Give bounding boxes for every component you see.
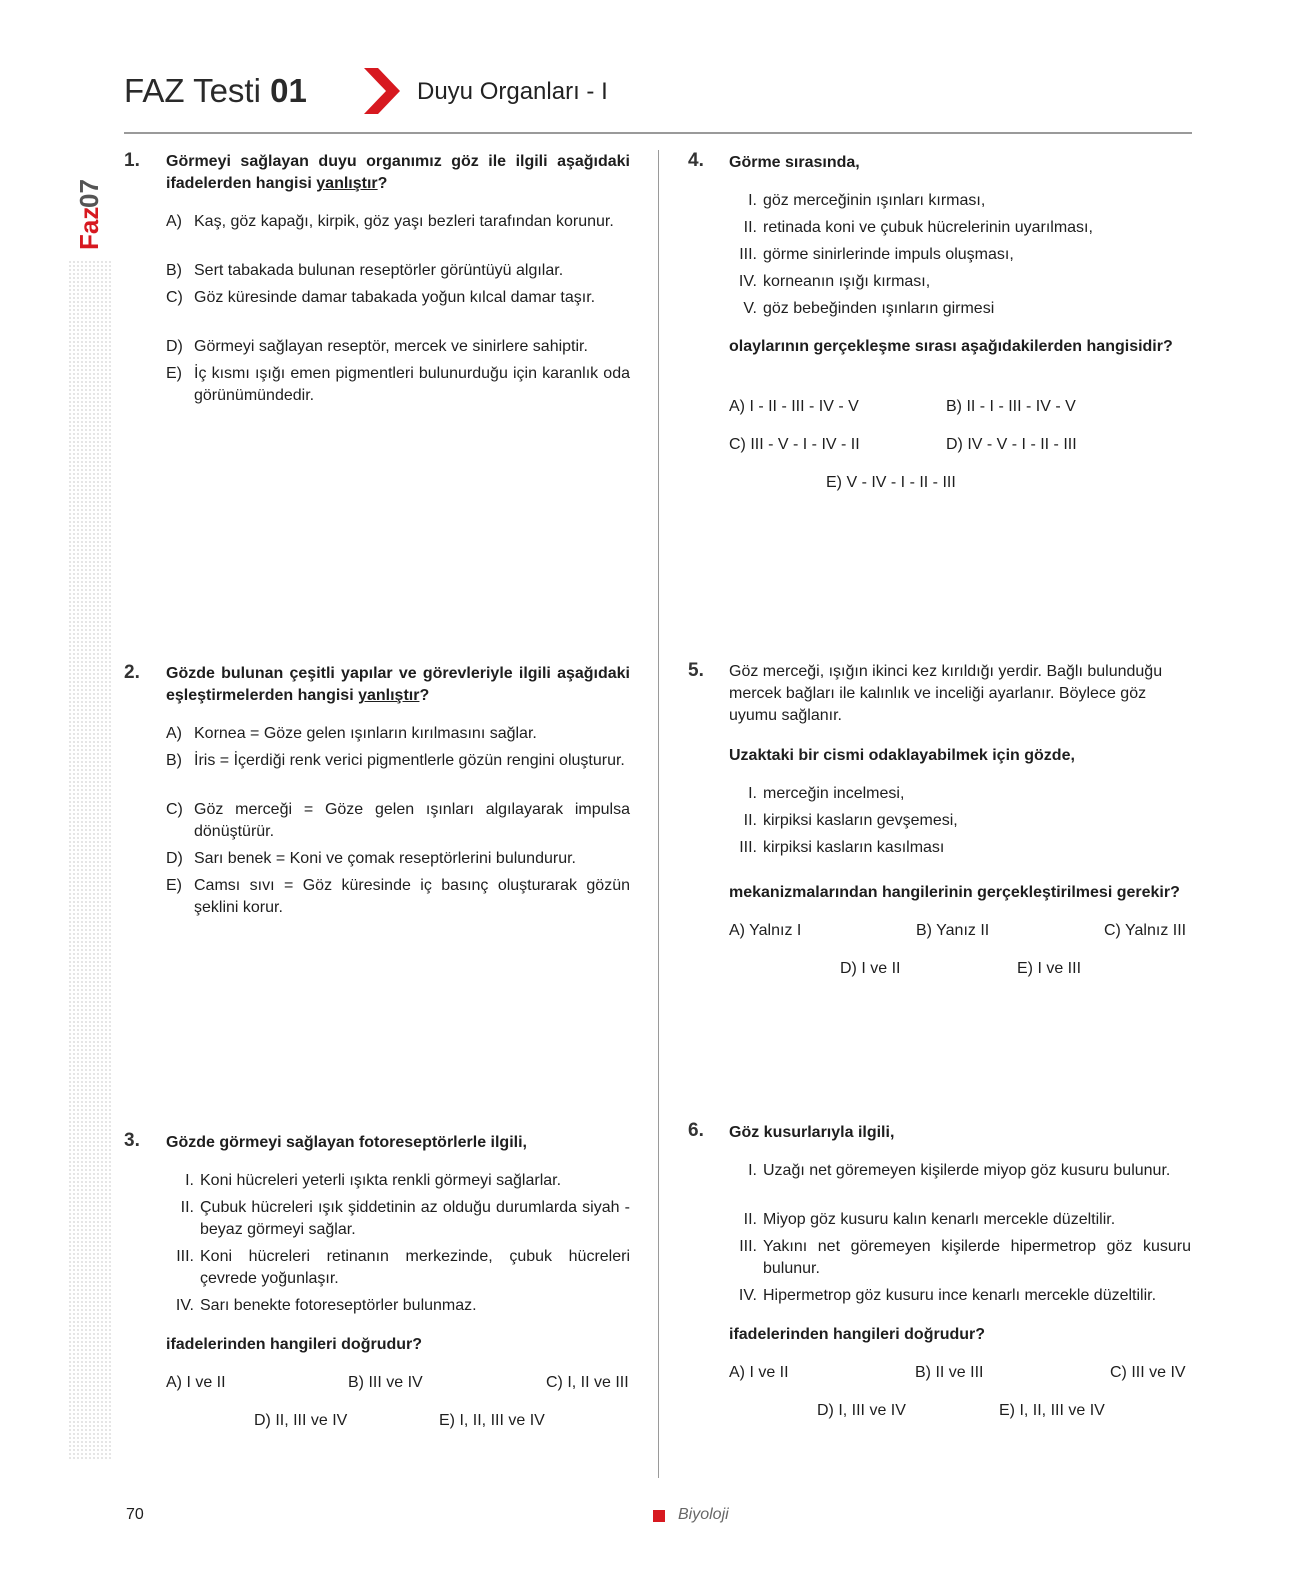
q3-answer-e: E) I, II, III ve IV: [439, 1412, 545, 1429]
q5-answer-a: A) Yalnız I: [729, 922, 802, 939]
q6-answer-a: A) I ve II: [729, 1364, 789, 1381]
q4-answer-a: A) I - II - III - IV - V: [729, 398, 859, 415]
chevron-right-icon: [364, 68, 400, 114]
q5-statement-1: I. merceğin incelmesi,: [748, 785, 905, 802]
q2-stem-text: Gözde bulunan çeşitli yapılar ve görevleriyle ilgili aşağıdaki eşleştirmelerden hangisi: [166, 665, 630, 704]
q1-stem-underline: yanlıştır: [316, 175, 378, 192]
q2-option-c: C) Göz merceği = Göze gelen ışınları algılayarak impulsa dönüştürür.: [166, 801, 630, 840]
q6-question: ifadelerinden hangileri doğrudur?: [729, 1326, 986, 1343]
footer-subject: Biyoloji: [678, 1506, 729, 1523]
title-text: FAZ Testi: [124, 72, 261, 109]
q5-intro: Göz merceği, ışığın ikinci kez kırıldığı yerdir. Bağlı bulunduğu mercek bağları ile kalınlık ve inceliği ayarlanır. Böylece göz uyumu sağlanır.: [729, 663, 1163, 724]
q3-number: 3.: [124, 1130, 140, 1151]
q5-statement-3: III. kirpiksi kasların kasılması: [739, 839, 945, 856]
q5-question: mekanizmalarından hangilerinin gerçekleştirilmesi gerekir?: [729, 884, 1180, 901]
q3-answer-c: C) I, II ve III: [546, 1374, 629, 1391]
q4-question: olaylarının gerçekleşme sırası aşağıdakilerden hangisidir?: [729, 338, 1173, 355]
q6-statement-3: III. Yakını net göremeyen kişilerde hipermetrop göz kusuru bulunur.: [739, 1238, 1191, 1277]
q2-stem: [166, 663, 630, 707]
q5-stem: Uzaktaki bir cismi odaklayabilmek için gözde,: [729, 747, 1075, 764]
q4-answer-b: B) II - I - III - IV - V: [946, 398, 1076, 415]
q2-option-a: A) Kornea = Göze gelen ışınların kırılmasını sağlar.: [166, 725, 537, 742]
side-dot-pattern: [68, 260, 112, 1460]
q1-option-c: C) Göz küresinde damar tabakada yoğun kılcal damar taşır.: [166, 289, 596, 306]
q3-answer-d: D) II, III ve IV: [254, 1412, 348, 1429]
q6-number: 6.: [688, 1120, 704, 1141]
footer-square-icon: [653, 1510, 665, 1522]
q6-stem: Göz kusurlarıyla ilgili,: [729, 1124, 895, 1141]
q4-statement-2: II. retinada koni ve çubuk hücrelerinin uyarılması,: [743, 219, 1093, 236]
q4-answer-c: C) III - V - I - IV - II: [729, 436, 860, 453]
page-number: 70: [126, 1506, 144, 1523]
q6-answer-d: D) I, III ve IV: [817, 1402, 906, 1419]
q1-option-a: A) Kaş, göz kapağı, kirpik, göz yaşı bezleri tarafından korunur.: [166, 213, 614, 230]
q4-statement-5: V. göz bebeğinden ışınların girmesi: [743, 300, 995, 317]
q3-answer-b: B) III ve IV: [348, 1374, 423, 1391]
q1-option-d: D) Görmeyi sağlayan reseptör, mercek ve sinirlere sahiptir.: [166, 338, 588, 355]
q3-statement-1: I. Koni hücreleri yeterli ışıkta renkli görmeyi sağlarlar.: [185, 1172, 562, 1189]
side-faz-text: 07: [74, 179, 104, 208]
q3-question: ifadelerinden hangileri doğrudur?: [166, 1336, 423, 1353]
header-rule: [124, 132, 1192, 134]
q5-statement-2: II. kirpiksi kasların gevşemesi,: [743, 812, 958, 829]
q1-stem-text: Görmeyi sağlayan duyu organımız göz ile ilgili aşağıdaki ifadelerden hangisi: [166, 153, 630, 192]
q4-answer-e: E) V - IV - I - II - III: [826, 474, 956, 491]
q3-statement-4: IV. Sarı benekte fotoreseptörler bulunmaz.: [175, 1297, 477, 1314]
q6-answer-e: E) I, II, III ve IV: [999, 1402, 1105, 1419]
q1-option-e: E) İç kısmı ışığı emen pigmentleri bulunurduğu için karanlık oda görünümündedir.: [166, 365, 630, 404]
column-divider: [658, 150, 659, 1478]
side-faz-word: Faz: [74, 206, 104, 250]
q2-stem-underline: yanlıştır: [358, 687, 420, 704]
q4-number: 4.: [688, 150, 704, 171]
q4-stem: Görme sırasında,: [729, 154, 860, 171]
q4-statement-4: IV. korneanın ışığı kırması,: [738, 273, 931, 290]
q2-option-b: B) İris = İçerdiği renk verici pigmentlerle gözün rengini oluşturur.: [166, 752, 625, 769]
q3-statement-3: III. Koni hücreleri retinanın merkezinde, çubuk hücreleri çevrede yoğunlaşır.: [176, 1248, 630, 1287]
q2-stem-end: ?: [419, 687, 430, 704]
q5-answer-c: C) Yalnız III: [1104, 922, 1187, 939]
q3-answer-a: A) I ve II: [166, 1374, 226, 1391]
q3-stem: Gözde görmeyi sağlayan fotoreseptörlerle ilgili,: [166, 1134, 527, 1151]
q1-stem: [166, 151, 630, 195]
page-title: [124, 72, 307, 110]
q5-answer-d: D) I ve II: [840, 960, 901, 977]
q6-statement-2: II. Miyop göz kusuru kalın kenarlı mercekle düzeltilir.: [743, 1211, 1116, 1228]
q2-number: 2.: [124, 662, 140, 683]
q1-option-b: B) Sert tabakada bulunan reseptörler görüntüyü algılar.: [166, 262, 564, 279]
q4-statement-1: I. göz merceğinin ışınları kırması,: [748, 192, 986, 209]
side-faz-label: [72, 150, 108, 260]
q4-answer-d: D) IV - V - I - II - III: [946, 436, 1077, 453]
q6-answer-b: B) II ve III: [915, 1364, 984, 1381]
q6-statement-4: IV. Hipermetrop göz kusuru ince kenarlı mercekle düzeltilir.: [738, 1287, 1157, 1304]
q5-answer-e: E) I ve III: [1017, 960, 1082, 977]
q1-stem-end: ?: [377, 175, 388, 192]
q2-option-d: D) Sarı benek = Koni ve çomak reseptörlerini bulundurur.: [166, 850, 576, 867]
page-subtitle: Duyu Organları - I: [417, 78, 608, 105]
q6-statement-1: I. Uzağı net göremeyen kişilerde miyop göz kusuru bulunur.: [748, 1162, 1171, 1179]
q6-answer-c: C) III ve IV: [1110, 1364, 1186, 1381]
q2-option-e: E) Camsı sıvı = Göz küresinde iç basınç oluşturarak gözün şeklini korur.: [166, 877, 630, 916]
title-number: 01: [270, 72, 307, 109]
q5-number: 5.: [688, 660, 704, 681]
q3-statement-2: II. Çubuk hücreleri ışık şiddetinin az olduğu durumlarda siyah - beyaz görmeyi sağlar.: [180, 1199, 630, 1238]
q4-statement-3: III. görme sinirlerinde impuls oluşması,: [739, 246, 1014, 263]
q5-answer-b: B) Yanız II: [916, 922, 990, 939]
q1-number: 1.: [124, 150, 140, 171]
